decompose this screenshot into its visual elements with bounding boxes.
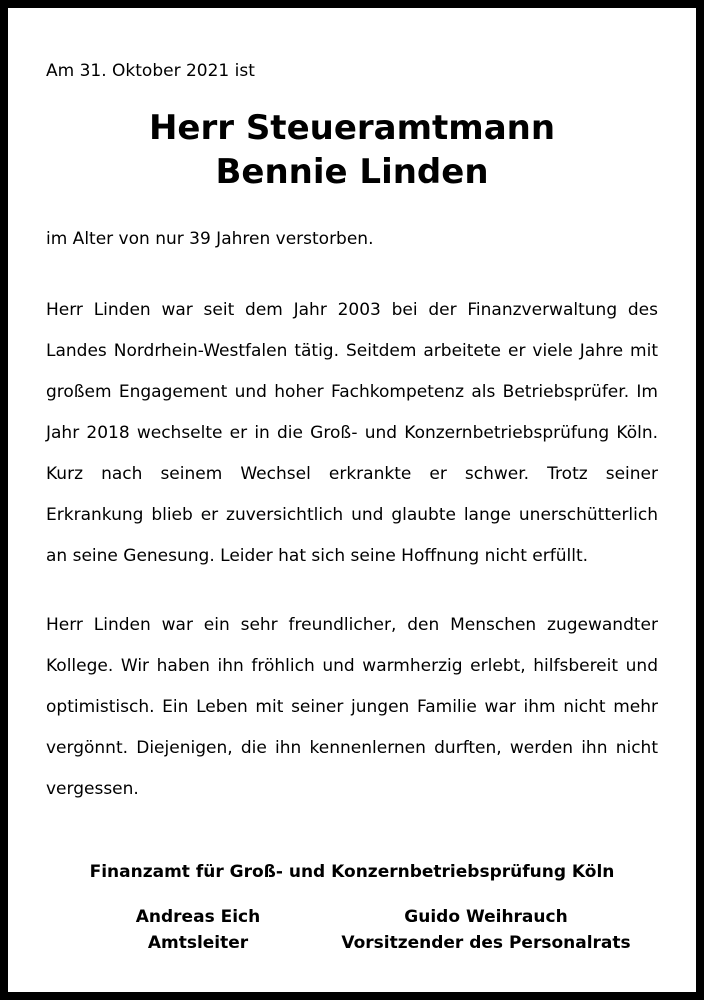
signature-block-left xyxy=(98,904,298,956)
signatory-name: Andreas Eich xyxy=(135,907,261,927)
office-name: Finanzamt für Groß- und Konzernbetriebsprüfung Köln xyxy=(89,862,615,882)
deceased-name xyxy=(8,106,696,194)
tribute-paragraph: Herr Linden war ein sehr freundlicher, den Menschen zugewandter Kollege. Wir haben ihn fröhlich und warmherzig erlebt, hilfsbereit und optimistisch. Ein Leben mit seiner jungen Familie war ihm nicht mehr vergönnt. Diejenigen, die ihn kennenlernen durften, werden ihn nicht vergessen. xyxy=(46,615,658,799)
name-line-name: Bennie Linden xyxy=(215,152,489,192)
signatory-name: Guido Weihrauch xyxy=(404,907,568,927)
name-line-title: Herr Steueramtmann xyxy=(148,108,556,148)
signatory-title: Vorsitzender des Personalrats xyxy=(341,933,631,953)
signature-block-right xyxy=(326,904,646,956)
signatory-title: Amtsleiter xyxy=(147,933,249,953)
age-text: im Alter von nur 39 Jahren verstorben. xyxy=(46,229,374,249)
career-paragraph: Herr Linden war seit dem Jahr 2003 bei der Finanzverwaltung des Landes Nordrhein-Westfalen tätig. Seitdem arbeitete er viele Jahre mit großem Engagement und hoher Fachkompetenz als Betriebsprüfer. Im Jahr 2018 wechselte er in die Groß- und Konzernbetriebsprüfung Köln. Kurz nach seinem Wechsel erkrankte er schwer. Trotz seiner Erkrankung blieb er zuversichtlich und glaubte lange unerschütterlich an seine Genesung. Leider hat sich seine Hoffnung nicht erfüllt. xyxy=(46,300,658,566)
intro-text: Am 31. Oktober 2021 ist xyxy=(46,61,255,81)
